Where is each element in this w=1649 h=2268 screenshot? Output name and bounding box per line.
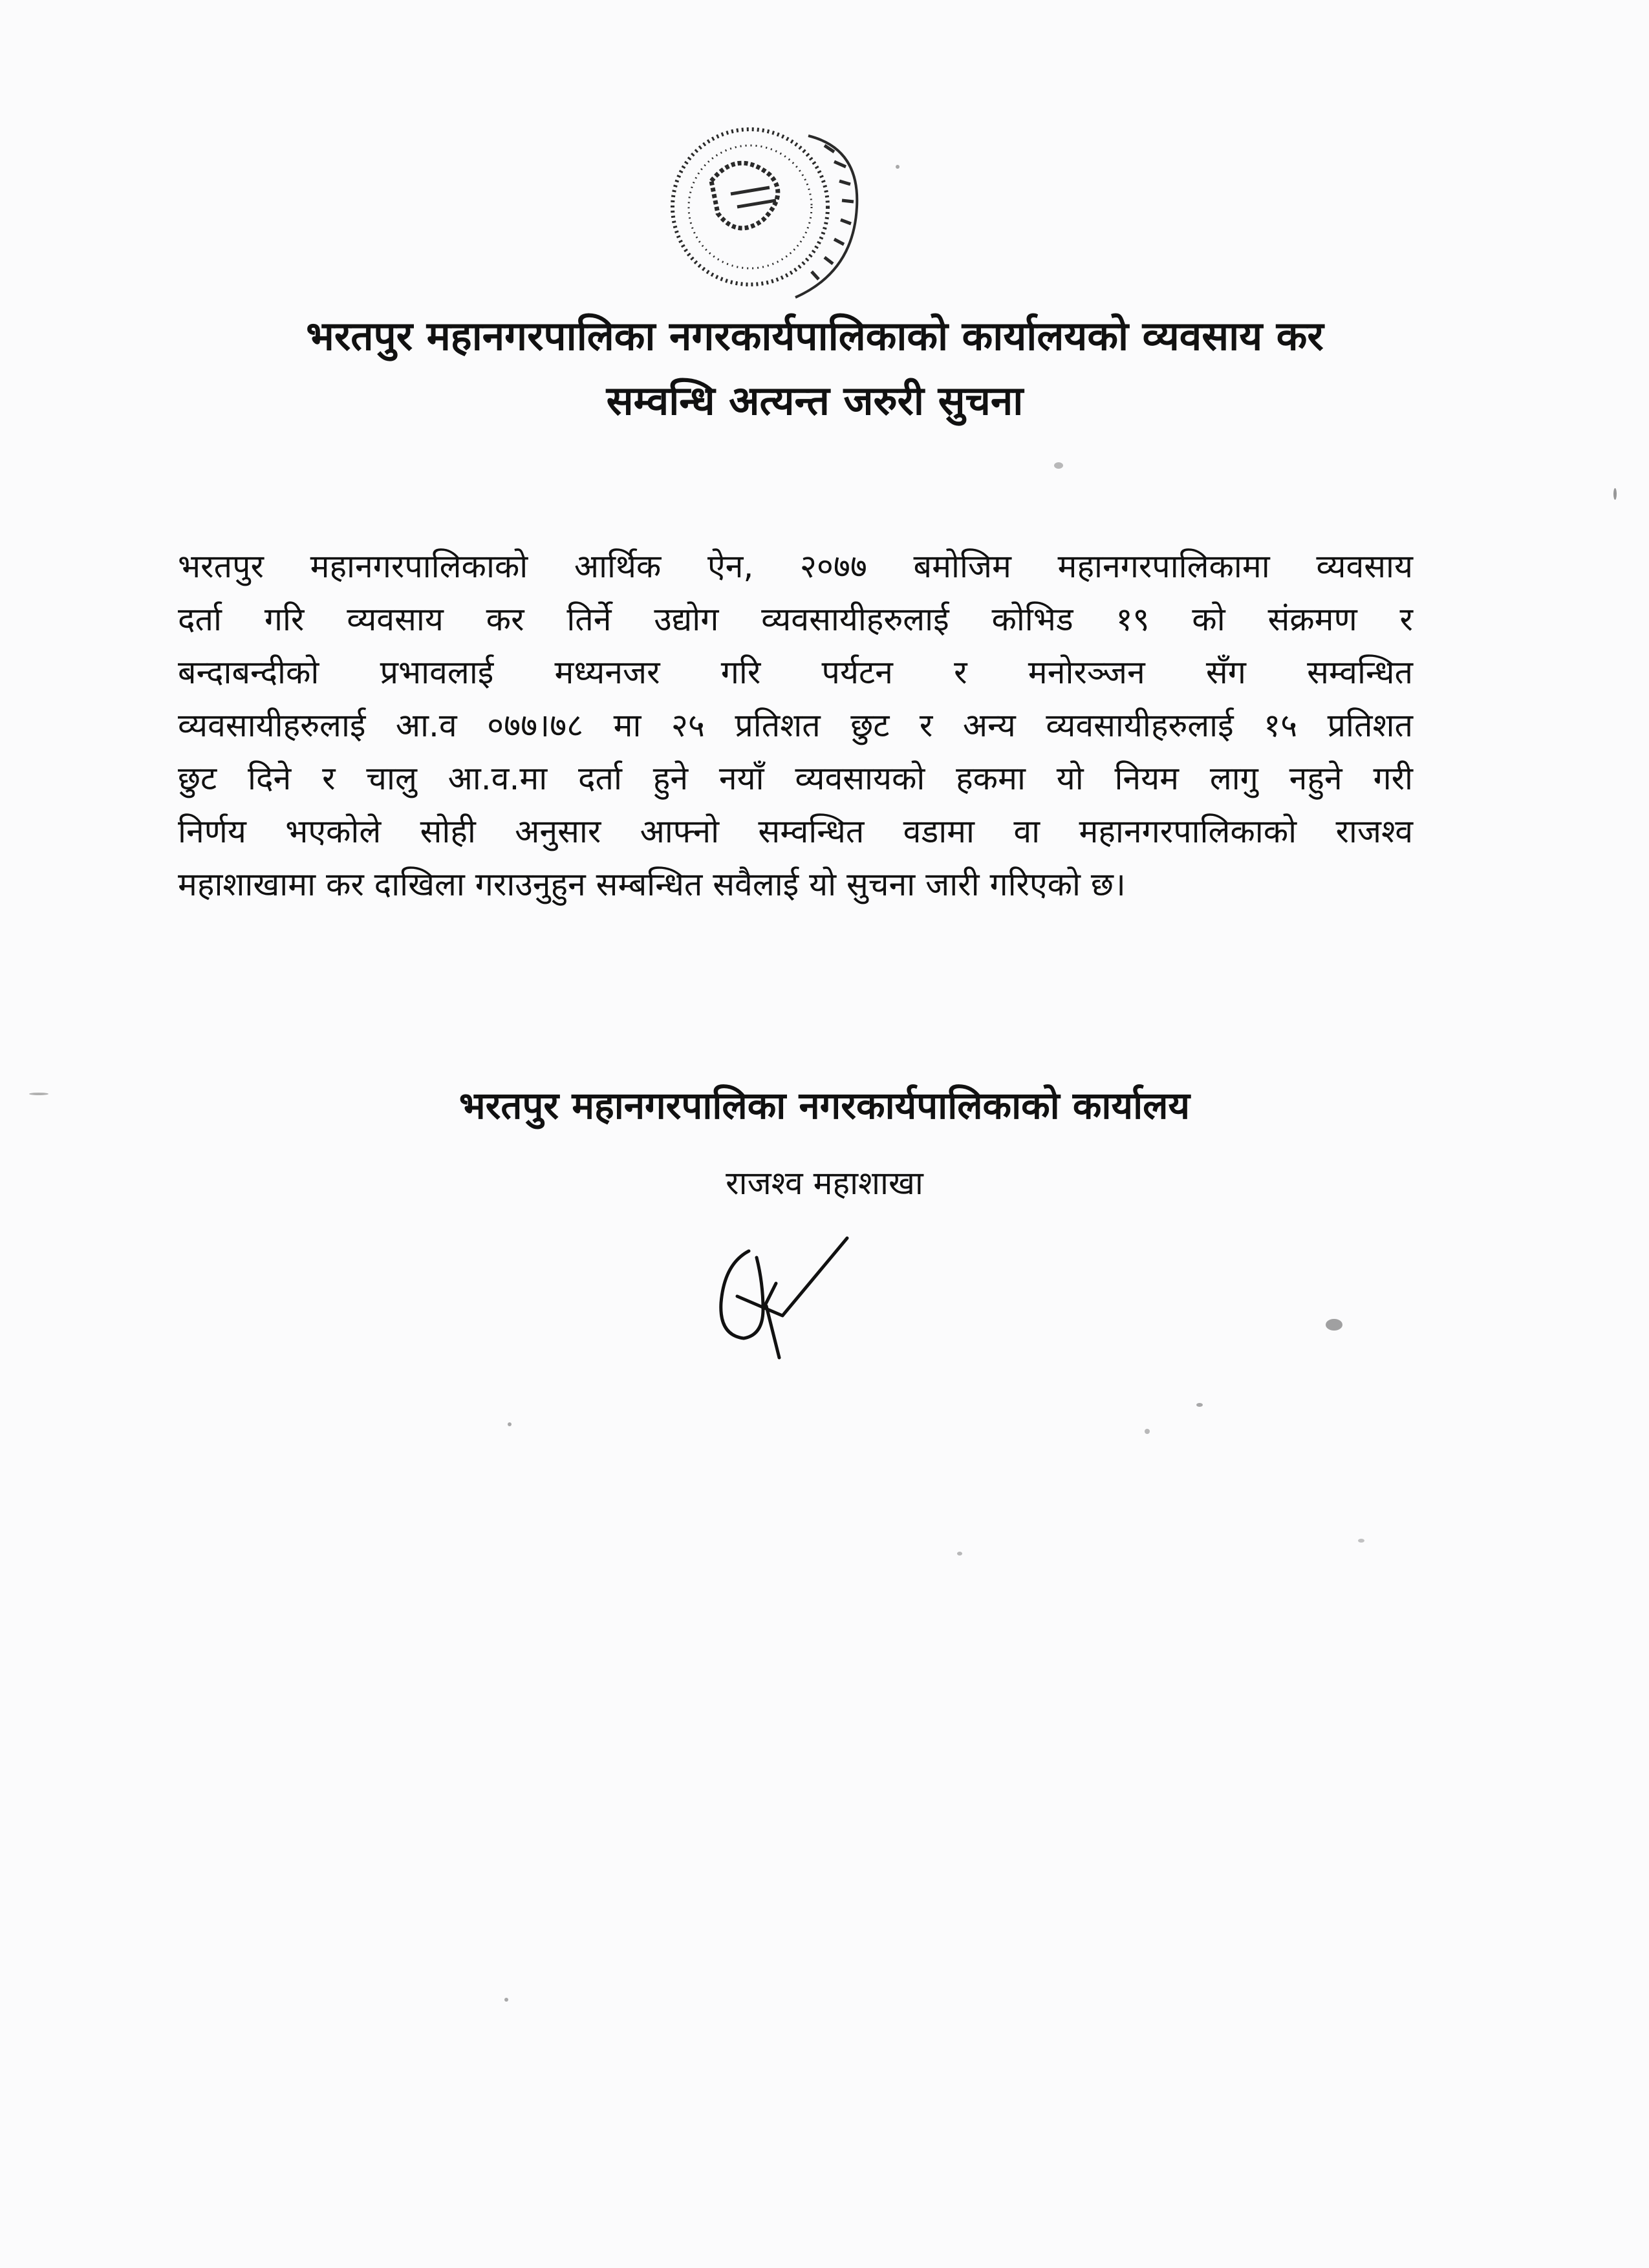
scan-speck [1326,1319,1342,1331]
scan-speck [1613,488,1617,500]
scan-speck [1358,1539,1364,1543]
notice-body [178,540,1413,911]
scan-speck [957,1552,962,1556]
scan-speck [29,1093,48,1095]
notice-title [168,304,1461,433]
issuing-office: भरतपुर महानगरपालिका नगरकार्यपालिकाको कार्यालय [458,1084,1191,1128]
body-line: बन्दाबन्दीको प्रभावलाई मध्यनजर गरि पर्यटन र मनोरञ्जन सँग सम्वन्धित [178,654,1413,691]
signature [698,1225,867,1374]
body-line: निर्णय भएकोले सोही अनुसार आफ्नो सम्वन्धित वडामा वा महानगरपालिकाको राजश्व [178,813,1413,850]
scan-speck [1145,1429,1150,1434]
scan-speck [504,1998,508,2002]
body-line: छुट दिने र चालु आ.व.मा दर्ता हुने नयाँ व्यवसायको हकमा यो नियम लागु नहुने गरी [178,760,1413,797]
notice-title-line-1: भरतपुर महानगरपालिका नगरकार्यपालिकाको कार्यालयको व्यवसाय कर [306,312,1324,359]
office-stamp [640,110,899,330]
scan-speck [508,1422,512,1426]
body-line: महाशाखामा कर दाखिला गराउनुहुन सम्बन्धित सवैलाई यो सुचना जारी गरिएको छ। [178,866,1126,903]
body-line: भरतपुर महानगरपालिकाको आर्थिक ऐन, २०७७ बमोजिम महानगरपालिकामा व्यवसाय [178,548,1413,585]
notice-title-line-2: सम्वन्धि अत्यन्त जरुरी सुचना [606,377,1024,424]
scan-speck [1054,462,1063,469]
body-line: व्यवसायीहरुलाई आ.व ०७७।७८ मा २५ प्रतिशत छुट र अन्य व्यवसायीहरुलाई १५ प्रतिशत [178,707,1413,744]
scan-speck [896,165,900,169]
scan-speck [1196,1403,1203,1407]
body-line: दर्ता गरि व्यवसाय कर तिर्ने उद्योग व्यवसायीहरुलाई कोभिड १९ को संक्रमण र [178,601,1413,638]
issuing-department: राजश्व महाशाखा [726,1164,923,1202]
